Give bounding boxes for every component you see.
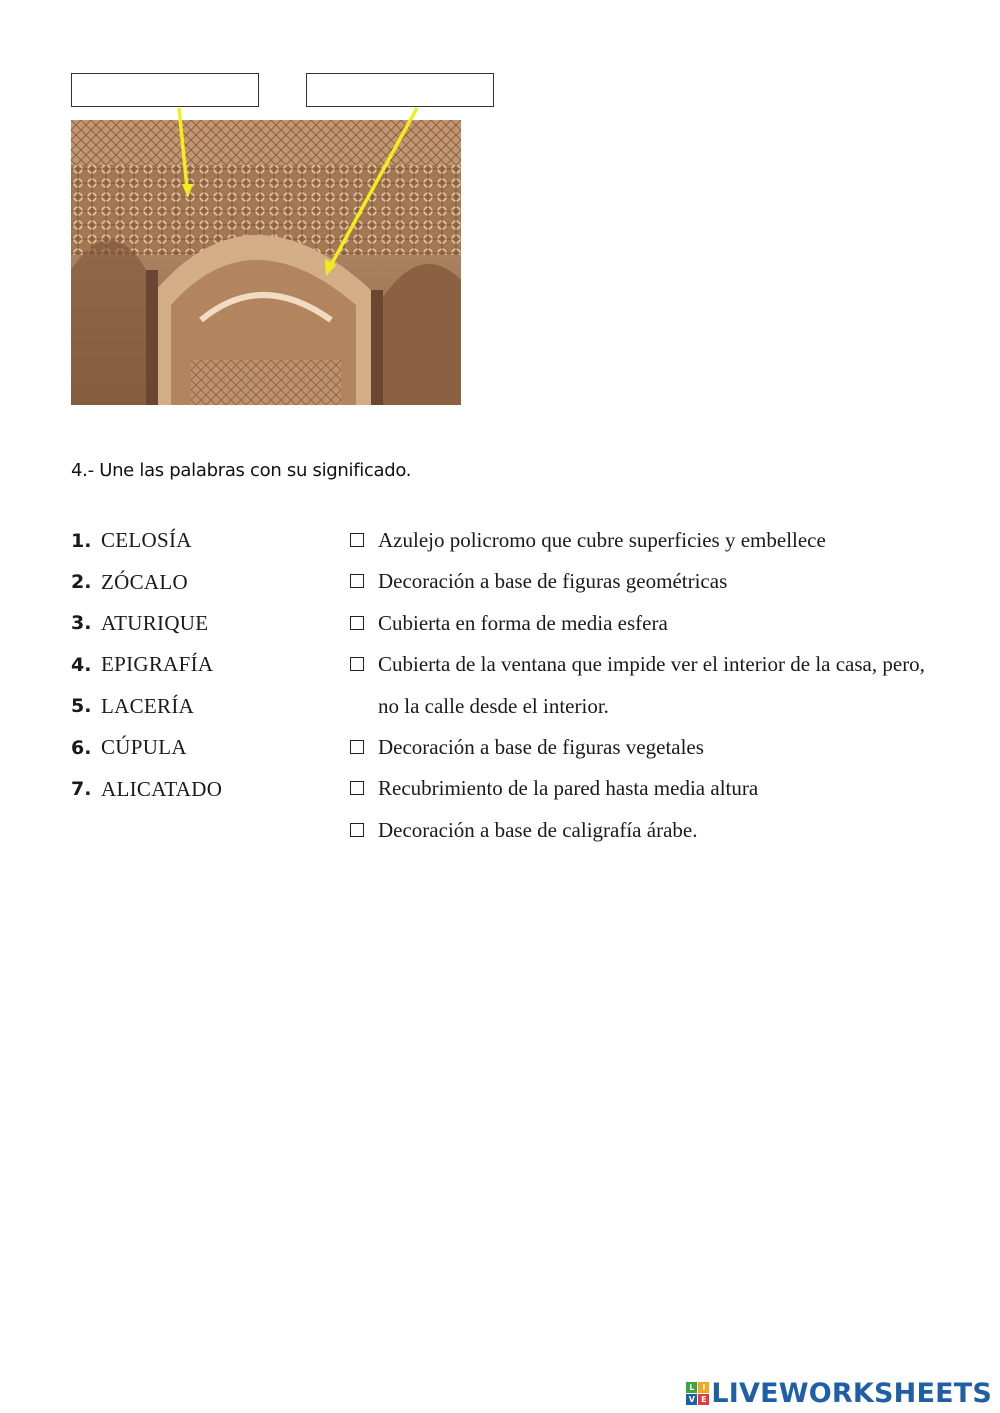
definition-checkbox[interactable] — [350, 781, 364, 795]
word-label: ALICATADO — [101, 776, 223, 801]
logo-tile: I — [698, 1382, 709, 1393]
word-label: ZÓCALO — [101, 569, 188, 594]
definition-text: Decoración a base de figuras geométricas — [378, 569, 728, 594]
definition-text: Decoración a base de figuras vegetales — [378, 735, 704, 760]
word-label: CÚPULA — [101, 735, 187, 760]
logo-tile: V — [686, 1394, 697, 1405]
liveworksheets-brand — [686, 1378, 992, 1409]
definition-checkbox[interactable] — [350, 823, 364, 837]
definition-item — [350, 727, 930, 768]
answer-box-1[interactable] — [71, 73, 259, 107]
word-item — [71, 727, 331, 768]
word-item — [71, 603, 331, 644]
definition-checkbox[interactable] — [350, 533, 364, 547]
word-number: 1. — [71, 529, 92, 552]
alhambra-arches-photo — [71, 120, 461, 405]
word-item — [71, 768, 331, 809]
word-label: LACERÍA — [101, 693, 195, 718]
word-number: 2. — [71, 571, 92, 594]
word-label: EPIGRAFÍA — [101, 652, 214, 677]
definition-item — [350, 644, 930, 727]
word-number: 6. — [71, 736, 92, 759]
word-list — [71, 520, 331, 810]
word-item — [71, 561, 331, 602]
definition-text: Decoración a base de caligrafía árabe. — [378, 817, 698, 842]
definition-text: Cubierta de la ventana que impide ver el interior de la casa, pero, no la calle desde el interior. — [378, 652, 925, 718]
definition-item — [350, 561, 930, 602]
definition-checkbox[interactable] — [350, 657, 364, 671]
definition-checkbox[interactable] — [350, 574, 364, 588]
word-item — [71, 644, 331, 685]
brand-name: LIVEWORKSHEETS — [711, 1378, 992, 1409]
definition-item — [350, 603, 930, 644]
word-number: 4. — [71, 653, 92, 676]
definition-checkbox[interactable] — [350, 740, 364, 754]
definition-text: Azulejo policromo que cubre superficies y embellece — [378, 528, 826, 552]
definition-item — [350, 520, 930, 561]
answer-box-2[interactable] — [306, 73, 494, 107]
brand-logo-icon — [686, 1382, 709, 1405]
logo-tile: E — [698, 1394, 709, 1405]
word-number: 7. — [71, 778, 92, 801]
word-label: CELOSÍA — [101, 528, 192, 553]
definition-item — [350, 810, 930, 851]
word-number: 3. — [71, 612, 92, 635]
logo-tile: L — [686, 1382, 697, 1393]
exercise-instruction: 4.- Une las palabras con su significado. — [71, 460, 412, 481]
definition-text: Cubierta en forma de media esfera — [378, 610, 668, 635]
definition-checkbox[interactable] — [350, 616, 364, 630]
word-label: ATURIQUE — [101, 610, 209, 635]
definition-list — [350, 520, 930, 851]
word-item — [71, 686, 331, 727]
word-item — [71, 520, 331, 561]
definition-text: Recubrimiento de la pared hasta media altura — [378, 776, 759, 801]
definition-item — [350, 768, 930, 809]
word-number: 5. — [71, 695, 92, 718]
